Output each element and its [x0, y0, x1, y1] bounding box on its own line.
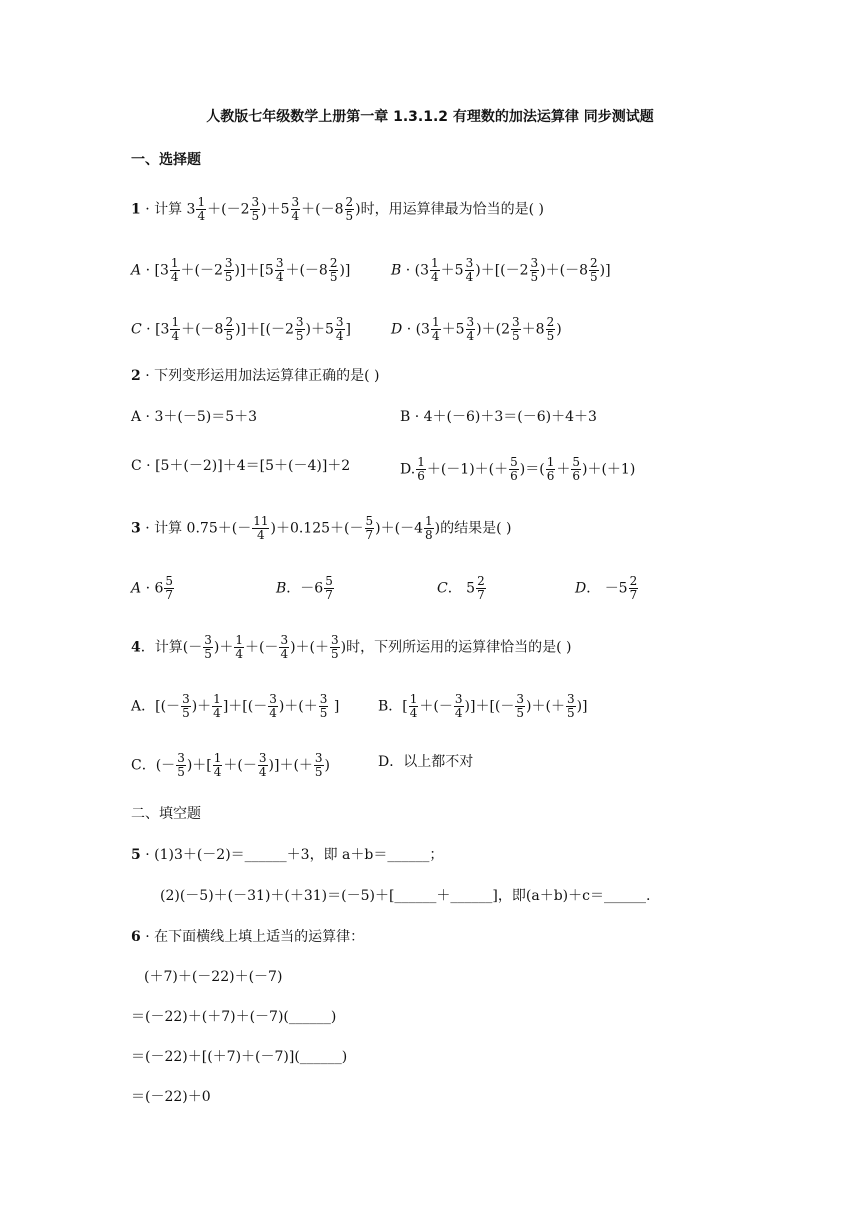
- section-choice-heading: 一、选择题: [131, 152, 201, 168]
- question-4: 4．计算(－ $\frac{3}{5}$ )＋ $\frac{1}{4}$ ＋(－ $\frac{3}{4}$ )＋(＋ $\frac{3}{5}$ )时，下列所运用的运算律恰当的是( ): [131, 633, 572, 661]
- q6-step-4: ＝(－22)＋0: [131, 1089, 211, 1105]
- question-5-line-1: 5 · (1)3＋(－2)＝______＋3，即 a＋b＝______；: [131, 847, 444, 863]
- q1-option-d: D · (3 $\frac{1}{4}$ ＋5 $\frac{3}{4}$ )＋(2 $\frac{3}{5}$ ＋8 $\frac{2}{5}$ ): [391, 315, 562, 343]
- q2-option-d: D. $\frac{1}{6}$ ＋(－1)＋(＋ $\frac{5}{6}$ )＝( $\frac{1}{6}$ ＋ $\frac{5}{6}$ )＋(＋1): [400, 455, 636, 483]
- q2-option-c: C · [5＋(－2)]＋4＝[5＋(－4)]＋2: [131, 458, 351, 474]
- q3-option-c: C． 5 $\frac{2}{7}$: [437, 574, 485, 602]
- q6-step-3: ＝(－22)＋[(＋7)＋(－7)](______): [131, 1049, 348, 1065]
- q6-step-2: ＝(－22)＋(＋7)＋(－7)(______): [131, 1009, 337, 1025]
- q2-option-a: A · 3＋(－5)＝5＋3: [131, 409, 258, 425]
- q4-option-a: A．[(－ $\frac{3}{5}$ )＋ $\frac{1}{4}$ ]＋[(－ $\frac{3}{4}$ )＋(＋ $\frac{3}{5}$ ]: [131, 692, 340, 720]
- q4-option-b: B．[ $\frac{1}{4}$ ＋(－ $\frac{3}{4}$ )]＋[(－ $\frac{3}{5}$ )＋(＋ $\frac{3}{5}$ )]: [378, 692, 588, 720]
- q3-option-b: B．－6 $\frac{5}{7}$: [276, 574, 333, 602]
- question-6: 6 · 在下面横线上填上适当的运算律：: [131, 929, 365, 945]
- q1-option-b: B · (3 $\frac{1}{4}$ ＋5 $\frac{3}{4}$ )＋[(－2 $\frac{3}{5}$ )＋(－8 $\frac{2}{5}$ )]: [391, 256, 611, 284]
- q3-option-a: A · 6 $\frac{5}{7}$: [131, 574, 174, 602]
- q4-option-c: C．(－ $\frac{3}{5}$ )＋[ $\frac{1}{4}$ ＋(－ $\frac{3}{4}$ )]＋(＋ $\frac{3}{5}$ ): [131, 751, 331, 779]
- q1-option-a: A · [3 $\frac{1}{4}$ ＋(－2 $\frac{3}{5}$ )]＋[5 $\frac{3}{4}$ ＋(－8 $\frac{2}{5}$ )]: [131, 256, 351, 284]
- section-fill-heading: 二、填空题: [131, 806, 201, 822]
- q4-option-d: D．以上都不对: [378, 754, 474, 770]
- q6-step-1: (＋7)＋(－22)＋(－7): [144, 969, 283, 985]
- page-title: 人教版七年级数学上册第一章 1.3.1.2 有理数的加法运算律 同步测试题: [206, 109, 654, 125]
- question-2: 2 · 下列变形运用加法运算律正确的是( ): [131, 368, 380, 384]
- q2-option-b: B · 4＋(－6)＋3＝(－6)＋4＋3: [400, 409, 597, 425]
- q1-option-c: C · [3 $\frac{1}{4}$ ＋(－8 $\frac{2}{5}$ )]＋[(－2 $\frac{3}{5}$ )＋5 $\frac{3}{4}$ ]: [131, 315, 351, 343]
- question-5-line-2: (2)(－5)＋(－31)＋(＋31)＝(－5)＋[______＋______]，即(a＋b)＋c＝______.: [160, 888, 651, 904]
- question-1: 1 · 计算 3 $\frac{1}{4}$ ＋(－2 $\frac{3}{5}$ )＋5 $\frac{3}{4}$ ＋(－8 $\frac{2}{5}$ )时，用运算律最为恰当的是( ): [131, 195, 544, 223]
- question-3: 3 · 计算 0.75＋(－ $\frac{11}{4}$ )＋0.125＋(－ $\frac{5}{7}$ )＋(－4 $\frac{1}{8}$ )的结果是( ): [131, 514, 512, 542]
- q3-option-d: D． －5 $\frac{2}{7}$: [575, 574, 638, 602]
